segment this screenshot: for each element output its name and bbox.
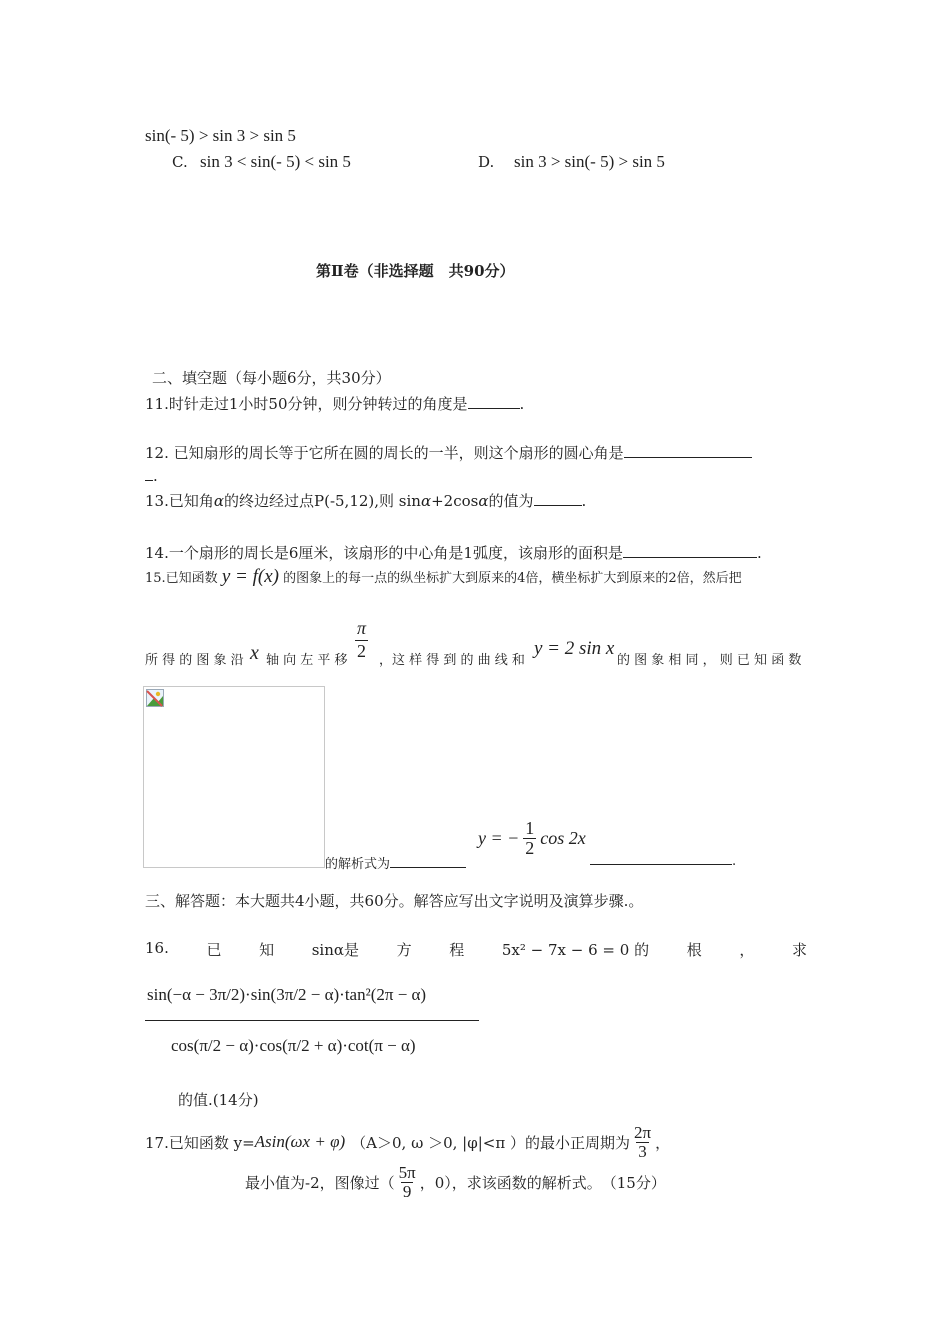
fraction-denominator: 3 xyxy=(638,1141,647,1161)
question-17-line-2 xyxy=(245,1164,666,1201)
question-15-given-answer xyxy=(478,819,586,858)
expression-numerator: sin(−α − 3π/2)·sin(3π/2 − α)·tan²(2π − α) xyxy=(147,985,427,1004)
fraction-numerator: π xyxy=(356,618,367,638)
option-c-text: sin 3 < sin(- 5) < sin 5 xyxy=(200,152,351,171)
alpha-symbol: α xyxy=(213,492,224,510)
q16-word: 16. xyxy=(145,939,169,957)
option-d-letter: D. xyxy=(478,153,495,171)
question-17-text-a: 17.已知函数 y= xyxy=(145,1133,255,1152)
answer-blank xyxy=(468,394,520,409)
period-fraction xyxy=(632,1124,653,1161)
x-symbol: x xyxy=(250,642,259,664)
question-14-text: 14.一个扇形的周长是6厘米，该扇形的中心角是1弧度，该扇形的面积是 xyxy=(145,544,623,562)
question-15-text-e: ，这 样 得 到 的 曲 线 和 xyxy=(379,653,525,668)
question-15-text-a: 15.已知函数 xyxy=(145,571,218,586)
question-12 xyxy=(145,442,752,463)
question-13-text-b: 的终边经过点P(-5,12),则 sin xyxy=(224,492,421,510)
fraction-numerator: 1 xyxy=(525,818,535,838)
question-14: 14.一个扇形的周长是6厘米，该扇形的中心角是1弧度，该扇形的面积是 . xyxy=(145,544,762,562)
option-b-text: sin(- 5) > sin 3 > sin 5 xyxy=(145,126,296,145)
option-d-text: sin 3 > sin(- 5) > sin 5 xyxy=(514,152,665,171)
alpha-symbol: α xyxy=(478,492,489,510)
question-17-text-d: 最小值为-2，图像过（ xyxy=(245,1173,395,1192)
q16-word: 根 xyxy=(686,941,702,959)
question-15-answer-label xyxy=(325,853,466,872)
question-11-text: 11.时针走过1小时50分钟，则分钟转过的角度是 xyxy=(145,395,468,413)
expression-denominator: cos(π/2 − α)·cos(π/2 + α)·cot(π − α) xyxy=(171,1036,416,1055)
question-13-text-c: +2cos xyxy=(431,492,479,510)
fraction-denominator: 2 xyxy=(525,837,535,858)
q16-word: 方 xyxy=(396,941,412,959)
pi-over-2 xyxy=(355,618,368,662)
question-17-text-e: ，0），求该函数的解析式。 （15分） xyxy=(419,1173,666,1192)
question-13: 13.已知角α的终边经过点P(-5,12),则 sinα+2cosα的值为 . xyxy=(145,492,587,510)
question-13-text-d: 的值为 xyxy=(488,492,534,510)
fraction-denominator: 9 xyxy=(402,1181,412,1201)
function-f: y = f(x) xyxy=(221,566,279,587)
question-16-line xyxy=(145,939,807,960)
question-15-text-b: 的图象上的每一点的纵坐标扩大到原来的4倍，横坐标扩大到原来的2倍，然后把 xyxy=(283,571,742,586)
question-15-line-2 xyxy=(145,618,807,674)
comma: ， xyxy=(655,1133,671,1152)
q16-word: 求 xyxy=(791,941,807,959)
function-asin: Asin(ωx + φ) xyxy=(254,1132,346,1152)
answer-lhs: y = − xyxy=(478,827,520,848)
q16-word: 知 xyxy=(259,941,275,959)
q16-word: ， xyxy=(739,941,755,959)
answer-blank xyxy=(623,543,757,558)
question-17-text-b: （A＞0, ω ＞0, |φ|<π ）的最小正周期为 xyxy=(351,1133,630,1152)
broken-image-icon xyxy=(146,689,164,707)
question-12-blank-tail: . xyxy=(145,466,158,485)
y-2sinx: y = 2 sin x xyxy=(534,638,615,659)
question-15-text-d: 轴 向 左 平 移 xyxy=(266,653,348,668)
q16-word: sinα是 xyxy=(311,941,360,959)
question-12-text: 12. 已知扇形的周长等于它所在圆的周长的一半，则这个扇形的圆心角是 xyxy=(145,444,624,462)
question-15-trailing-blank xyxy=(590,853,736,869)
answer-rhs: cos 2x xyxy=(540,827,586,848)
q16-word: 已 xyxy=(206,941,222,959)
answer-blank xyxy=(534,491,582,506)
question-15-text-g: 的 图 象 相 同 ， 则 已 知 函 数 xyxy=(617,653,802,668)
question-17-line-1 xyxy=(145,1124,670,1161)
period: . xyxy=(732,854,737,869)
question-15-text-c: 所 得 的 图 象 沿 xyxy=(145,653,244,668)
fill-header: 二、填空题（每小题6分，共30分） xyxy=(152,369,391,387)
fraction-numerator: 2π xyxy=(633,1123,652,1142)
point-fraction xyxy=(397,1164,418,1201)
solve-header: 三、解答题：本大题共4小题，共60分。解答应写出文字说明及演算步骤.。 xyxy=(145,892,644,910)
question-16-end: 的值.(14分) xyxy=(178,1091,259,1109)
q16-equation: 5x² − 7x − 6 = 0 的 xyxy=(501,941,650,959)
answer-blank xyxy=(624,443,752,458)
fraction-denominator: 2 xyxy=(357,640,366,661)
alpha-symbol: α xyxy=(420,492,432,510)
fraction-numerator: 5π xyxy=(398,1163,416,1182)
half-fraction xyxy=(523,819,536,858)
question-11: 11.时针走过1小时50分钟，则分钟转过的角度是 . xyxy=(145,395,525,413)
question-15-text-h: 的解析式为 xyxy=(325,857,391,872)
broken-image-placeholder xyxy=(143,686,325,868)
section-title: 第Ⅱ卷（非选择题 共90分） xyxy=(316,262,515,280)
option-c-letter: C. xyxy=(172,153,188,171)
question-16-expression xyxy=(145,970,479,1071)
q16-word: 程 xyxy=(449,941,465,959)
question-13-text-a: 13.已知角 xyxy=(145,492,214,510)
answer-blank xyxy=(590,853,732,865)
answer-blank xyxy=(390,856,466,868)
question-15-line-1 xyxy=(145,566,742,588)
answer-blank xyxy=(145,466,153,481)
